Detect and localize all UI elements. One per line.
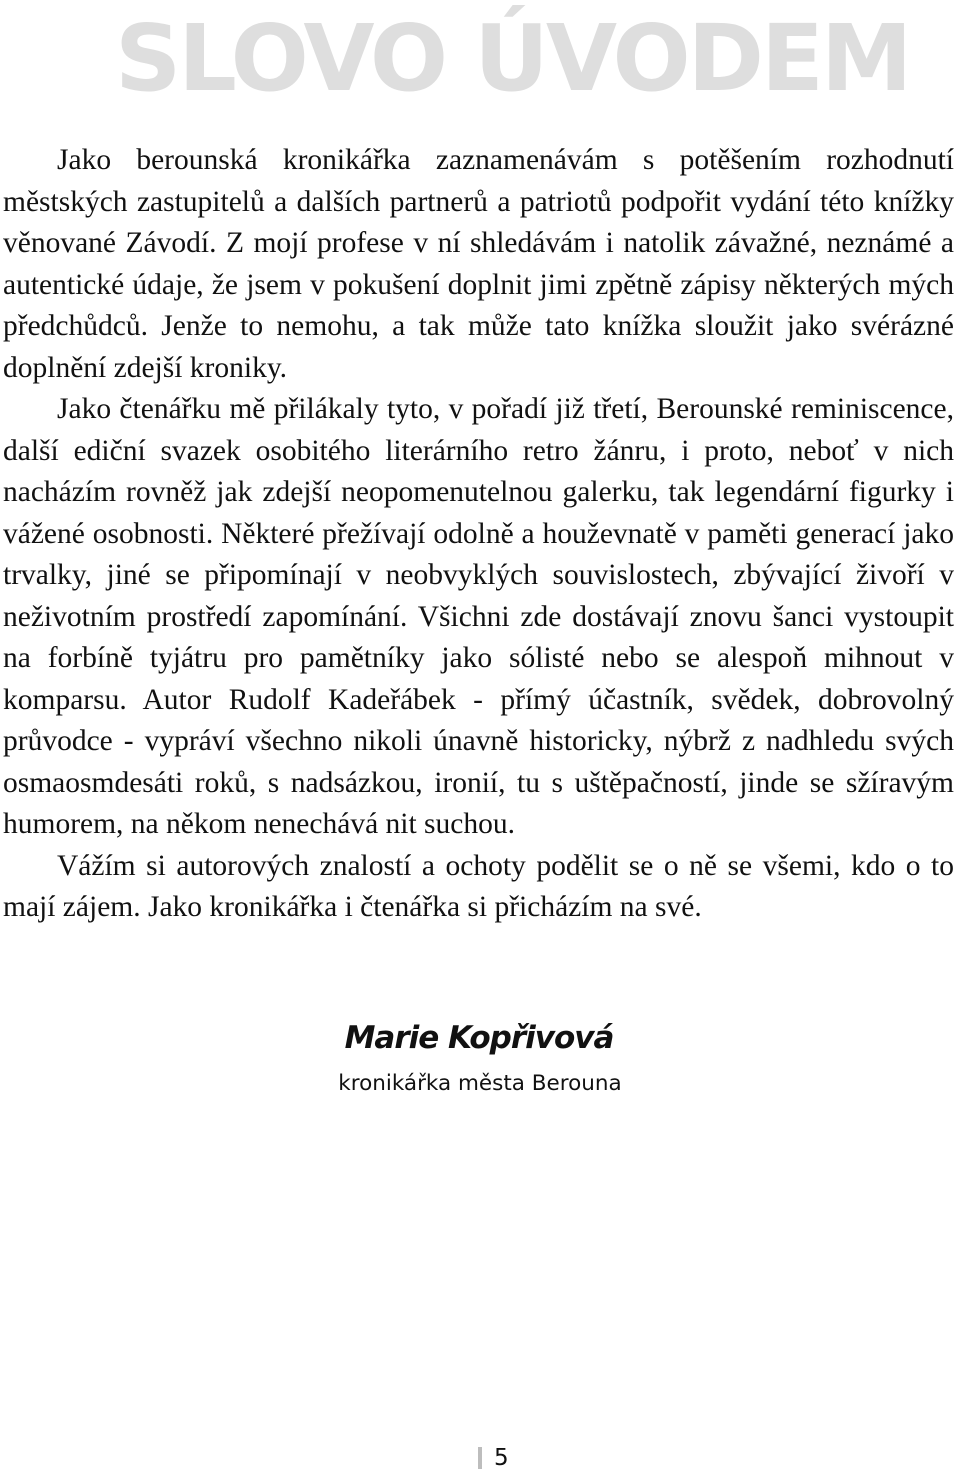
page-marker-bar [478,1447,482,1469]
paragraph-1: Jako berounská kronikářka zaznamenávám s potěšením rozhodnutí městských zastupitelů a dalších partnerů a patriotů podpořit vydání této knížky věnované Závodí. Z mojí profese v ní shledávám i natolik závažné, neznámé a autentické údaje, že jsem v pokušení doplnit jimi zpětně zápisy některých mých předchůdců. Jenže to nemohu, a tak může tato knížka sloužit jako svérázné doplnění zdejší kroniky. [3,144,954,384]
page-number: 5 [494,1445,509,1471]
signature-block [0,1016,960,1098]
author-name: Marie Kopřivová [344,1020,614,1056]
page-heading: SLOVO ÚVODEM [115,5,910,112]
foreword-text [3,140,954,929]
paragraph-2: Jako čtenářku mě přilákaly tyto, v pořadí již třetí, Berounské reminiscence, další ediční svazek osobitého literárního retro žánru, i proto, neboť v nich nacházím rovněž jak zdejší neopomenutelnou galerku, tak legendární figurky i vážené osobnosti. Některé přežívají odolně a houževnatě v paměti generací jako trvalky, jiné se připomínají v neobvyklých souvislostech, zbývající živoří v neživotním prostředí zapomínání. Všichni zde dostávají znovu šanci vystoupit na forbíně tyjátru pro pamětníky jako sólisté nebo se alespoň mihnout v komparsu. Autor Rudolf Kadeřábek - přímý účastník, svědek, dobrovolný průvodce - vypráví všechno nikoli únavně historicky, nýbrž z nadhledu svých osmaosmdesáti roků, s nadsázkou, ironií, tu s uštěpačností, jinde se sžíravým humorem, na někom nenechává nit suchou. [3,393,954,840]
paragraph-3: Vážím si autorových znalostí a ochoty podělit se o ně se všemi, kdo o to mají zájem. Jako kronikářka i čtenářka si přicházím na své. [3,849,954,923]
page-footer [478,1443,509,1473]
author-role: kronikářka města Berouna [338,1071,622,1096]
